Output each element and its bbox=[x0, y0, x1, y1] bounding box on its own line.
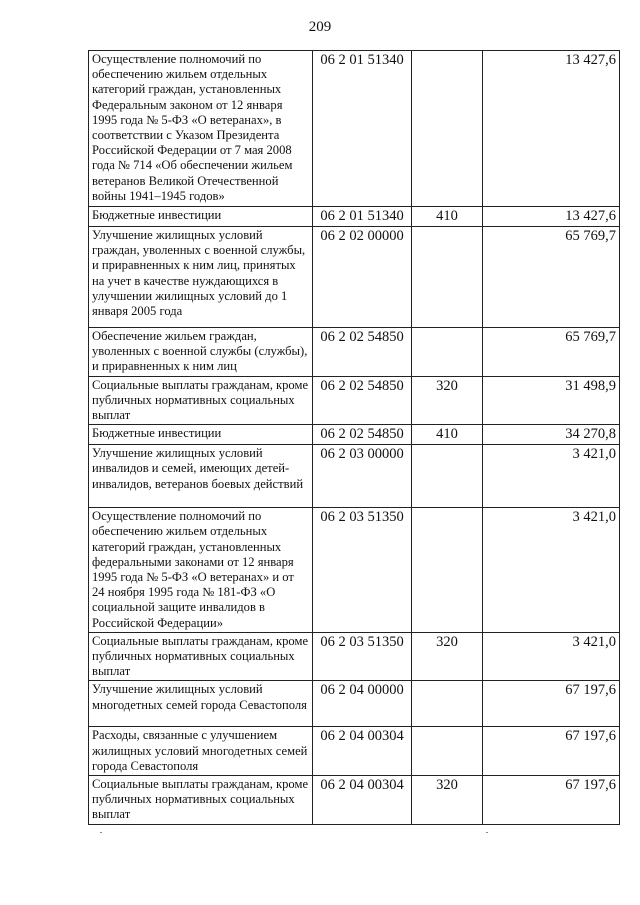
row-description: Социальные выплаты гражданам, кроме публичных нормативных социальных выплат bbox=[89, 632, 313, 681]
row-target-code: 06 2 01 51340 bbox=[313, 207, 412, 227]
row-amount: 65 769,7 bbox=[483, 328, 620, 377]
table-row bbox=[89, 632, 620, 681]
row-expense-type bbox=[412, 227, 483, 328]
table-row bbox=[89, 227, 620, 328]
row-amount: 67 197,6 bbox=[483, 727, 620, 776]
row-target-code: 06 2 04 00000 bbox=[313, 681, 412, 727]
row-expense-type bbox=[412, 51, 483, 207]
row-target-code: 06 2 03 51350 bbox=[313, 632, 412, 681]
row-expense-type: 320 bbox=[412, 776, 483, 825]
row-expense-type: 410 bbox=[412, 207, 483, 227]
table-row bbox=[89, 376, 620, 425]
row-description: Бюджетные инвестиции bbox=[89, 207, 313, 227]
row-target-code: 06 2 02 54850 bbox=[313, 425, 412, 445]
row-amount: 13 427,6 bbox=[483, 51, 620, 207]
row-expense-type: 320 bbox=[412, 632, 483, 681]
table-row bbox=[89, 681, 620, 727]
row-target-code: 06 2 02 54850 bbox=[313, 376, 412, 425]
row-target-code: 06 2 04 00304 bbox=[313, 727, 412, 776]
row-amount: 34 270,8 bbox=[483, 425, 620, 445]
row-expense-type bbox=[412, 508, 483, 633]
table-row bbox=[89, 328, 620, 377]
budget-table bbox=[88, 50, 620, 825]
row-description: Социальные выплаты гражданам, кроме публичных нормативных социальных выплат bbox=[89, 776, 313, 825]
row-expense-type bbox=[412, 328, 483, 377]
table-row bbox=[89, 508, 620, 633]
row-amount: 3 421,0 bbox=[483, 632, 620, 681]
row-expense-type: 410 bbox=[412, 425, 483, 445]
row-expense-type bbox=[412, 681, 483, 727]
table-row bbox=[89, 425, 620, 445]
table-row bbox=[89, 51, 620, 207]
table-row bbox=[89, 207, 620, 227]
row-expense-type bbox=[412, 727, 483, 776]
row-target-code: 06 2 01 51340 bbox=[313, 51, 412, 207]
table-row bbox=[89, 727, 620, 776]
row-amount: 67 197,6 bbox=[483, 681, 620, 727]
row-target-code: 06 2 02 00000 bbox=[313, 227, 412, 328]
row-amount: 65 769,7 bbox=[483, 227, 620, 328]
row-description: Улучшение жилищных условий граждан, уволенных с военной службы, и приравненных к ним лиц, принятых на учет в качестве нуждающихся в улучшении жилищных условий до 1 января 2005 года bbox=[89, 227, 313, 328]
row-target-code: 06 2 03 51350 bbox=[313, 508, 412, 633]
row-description: Расходы, связанные с улучшением жилищных условий многодетных семей города Севастополя bbox=[89, 727, 313, 776]
row-amount: 31 498,9 bbox=[483, 376, 620, 425]
scan-speck bbox=[100, 832, 102, 833]
row-expense-type: 320 bbox=[412, 376, 483, 425]
row-description: Улучшение жилищных условий инвалидов и семей, имеющих детей-инвалидов, ветеранов боевых действий bbox=[89, 445, 313, 508]
row-amount: 67 197,6 bbox=[483, 776, 620, 825]
row-description: Обеспечение жильем граждан, уволенных с военной службы (службы), и приравненных к ним лиц bbox=[89, 328, 313, 377]
row-description: Улучшение жилищных условий многодетных семей города Севастополя bbox=[89, 681, 313, 727]
row-amount: 3 421,0 bbox=[483, 508, 620, 633]
row-target-code: 06 2 02 54850 bbox=[313, 328, 412, 377]
table-row bbox=[89, 445, 620, 508]
row-description: Бюджетные инвестиции bbox=[89, 425, 313, 445]
scan-speck bbox=[486, 832, 488, 833]
row-amount: 13 427,6 bbox=[483, 207, 620, 227]
table-row bbox=[89, 776, 620, 825]
row-description: Осуществление полномочий по обеспечению жильем отдельных категорий граждан, установленных Федеральным законом от 12 января 1995 года № 5-ФЗ «О ветеранах», в соответствии с Указом Президента Российской Федерации от 7 мая 2008 года № 714 «Об обеспечении жильем ветеранов Великой Отечественной войны 1941–1945 годов» bbox=[89, 51, 313, 207]
row-target-code: 06 2 03 00000 bbox=[313, 445, 412, 508]
page-number: 209 bbox=[308, 19, 332, 35]
scan-specks bbox=[0, 832, 640, 842]
row-expense-type bbox=[412, 445, 483, 508]
row-amount: 3 421,0 bbox=[483, 445, 620, 508]
row-description: Социальные выплаты гражданам, кроме публичных нормативных социальных выплат bbox=[89, 376, 313, 425]
row-description: Осуществление полномочий по обеспечению жильем отдельных категорий граждан, установленных федеральными законами от 12 января 1995 года № 5-ФЗ «О ветеранах» и от 24 ноября 1995 года № 181-ФЗ «О социальной защите инвалидов в Российской Федерации» bbox=[89, 508, 313, 633]
row-target-code: 06 2 04 00304 bbox=[313, 776, 412, 825]
